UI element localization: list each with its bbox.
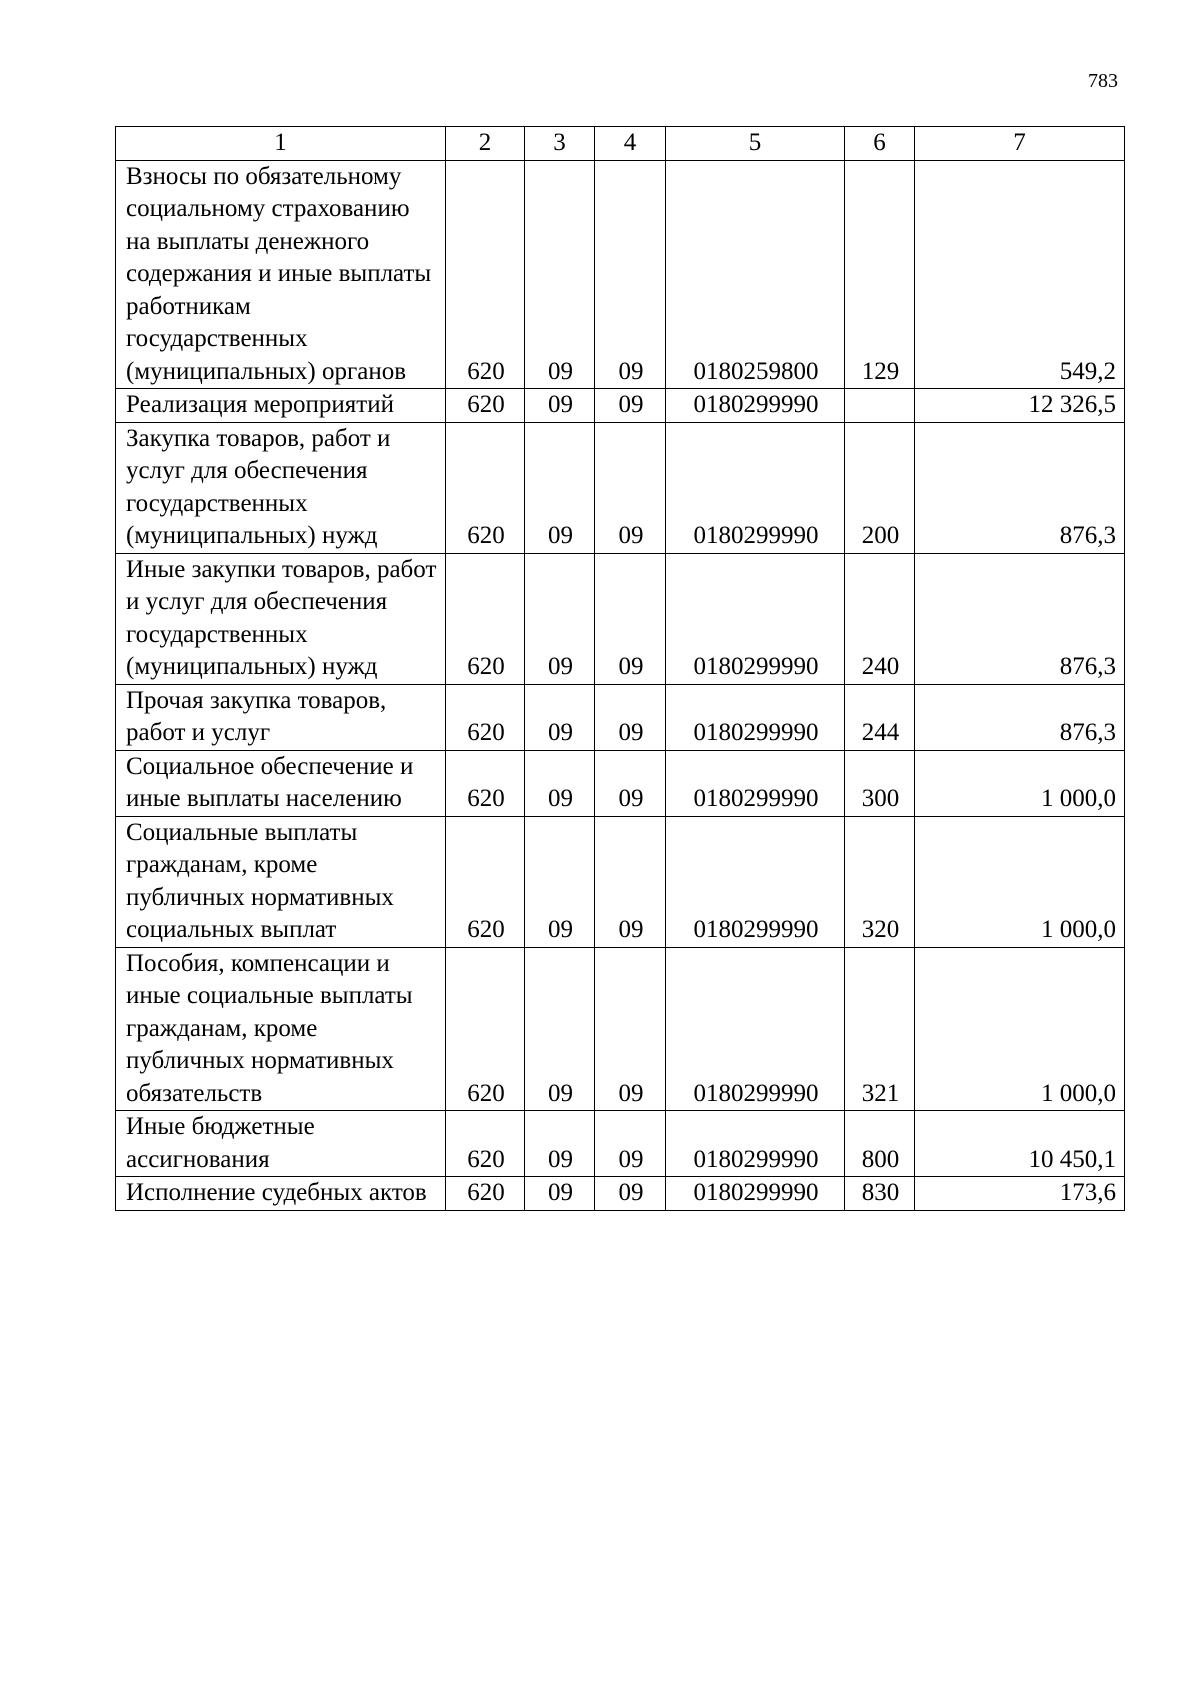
cell-col6: 244 [845,684,915,750]
cell-col2: 620 [446,1111,525,1177]
cell-amount: 10 450,1 [915,1111,1125,1177]
cell-col3: 09 [525,1111,595,1177]
cell-col5: 0180299990 [666,750,845,816]
cell-col6: 129 [845,160,915,389]
cell-col6: 240 [845,553,915,684]
cell-col4: 09 [595,947,666,1111]
cell-amount: 1 000,0 [915,750,1125,816]
cell-col2: 620 [446,389,525,423]
table-row [116,160,1125,389]
cell-col2: 620 [446,684,525,750]
column-header-4: 4 [595,127,666,161]
header-row [116,127,1125,161]
cell-col4: 09 [595,684,666,750]
row-name: Социальные выплаты гражданам, кроме публичных нормативных социальных выплат [116,816,446,947]
cell-col5: 0180299990 [666,553,845,684]
table-row [116,947,1125,1111]
cell-col2: 620 [446,750,525,816]
cell-amount: 173,6 [915,1177,1125,1211]
cell-col6: 300 [845,750,915,816]
cell-col5: 0180299990 [666,947,845,1111]
cell-col6: 320 [845,816,915,947]
table-row [116,1111,1125,1177]
table-row [116,750,1125,816]
table-row [116,1177,1125,1211]
column-header-5: 5 [666,127,845,161]
cell-col4: 09 [595,422,666,553]
cell-col4: 09 [595,389,666,423]
cell-col3: 09 [525,422,595,553]
cell-col3: 09 [525,947,595,1111]
cell-col4: 09 [595,160,666,389]
cell-amount: 1 000,0 [915,947,1125,1111]
cell-amount: 876,3 [915,553,1125,684]
cell-amount: 1 000,0 [915,816,1125,947]
cell-col3: 09 [525,816,595,947]
table-row [116,816,1125,947]
cell-amount: 876,3 [915,422,1125,553]
column-header-6: 6 [845,127,915,161]
cell-col3: 09 [525,389,595,423]
row-name: Иные закупки товаров, работ и услуг для обеспечения государственных (муниципальных) нужд [116,553,446,684]
cell-col5: 0180259800 [666,160,845,389]
row-name: Иные бюджетные ассигнования [116,1111,446,1177]
table-row [116,422,1125,553]
table-row [116,553,1125,684]
cell-col2: 620 [446,1177,525,1211]
row-name: Прочая закупка товаров, работ и услуг [116,684,446,750]
row-name: Исполнение судебных актов [116,1177,446,1211]
cell-col4: 09 [595,1111,666,1177]
cell-col2: 620 [446,816,525,947]
page-number: 783 [1088,70,1118,92]
cell-col4: 09 [595,1177,666,1211]
cell-col3: 09 [525,160,595,389]
cell-amount: 549,2 [915,160,1125,389]
row-name: Социальное обеспечение и иные выплаты населению [116,750,446,816]
cell-col2: 620 [446,947,525,1111]
cell-col4: 09 [595,553,666,684]
cell-col3: 09 [525,1177,595,1211]
column-header-2: 2 [446,127,525,161]
cell-col5: 0180299990 [666,816,845,947]
cell-col5: 0180299990 [666,684,845,750]
cell-col5: 0180299990 [666,1111,845,1177]
cell-col5: 0180299990 [666,389,845,423]
cell-col2: 620 [446,422,525,553]
cell-col6: 200 [845,422,915,553]
column-header-7: 7 [915,127,1125,161]
cell-col6: 830 [845,1177,915,1211]
row-name: Закупка товаров, работ и услуг для обеспечения государственных (муниципальных) нужд [116,422,446,553]
row-name: Взносы по обязательному социальному страхованию на выплаты денежного содержания и иные выплаты работникам государственных (муниципальных) органов [116,160,446,389]
column-header-3: 3 [525,127,595,161]
cell-amount: 876,3 [915,684,1125,750]
cell-col5: 0180299990 [666,422,845,553]
cell-amount: 12 326,5 [915,389,1125,423]
cell-col3: 09 [525,684,595,750]
cell-col5: 0180299990 [666,1177,845,1211]
table-row [116,389,1125,423]
table-row [116,684,1125,750]
column-header-1: 1 [116,127,446,161]
cell-col3: 09 [525,750,595,816]
cell-col6: 800 [845,1111,915,1177]
cell-col6 [845,389,915,423]
cell-col4: 09 [595,816,666,947]
cell-col2: 620 [446,553,525,684]
cell-col4: 09 [595,750,666,816]
cell-col6: 321 [845,947,915,1111]
cell-col3: 09 [525,553,595,684]
row-name: Пособия, компенсации и иные социальные выплаты гражданам, кроме публичных нормативных обязательств [116,947,446,1111]
budget-table [115,126,1125,1211]
row-name: Реализация мероприятий [116,389,446,423]
cell-col2: 620 [446,160,525,389]
